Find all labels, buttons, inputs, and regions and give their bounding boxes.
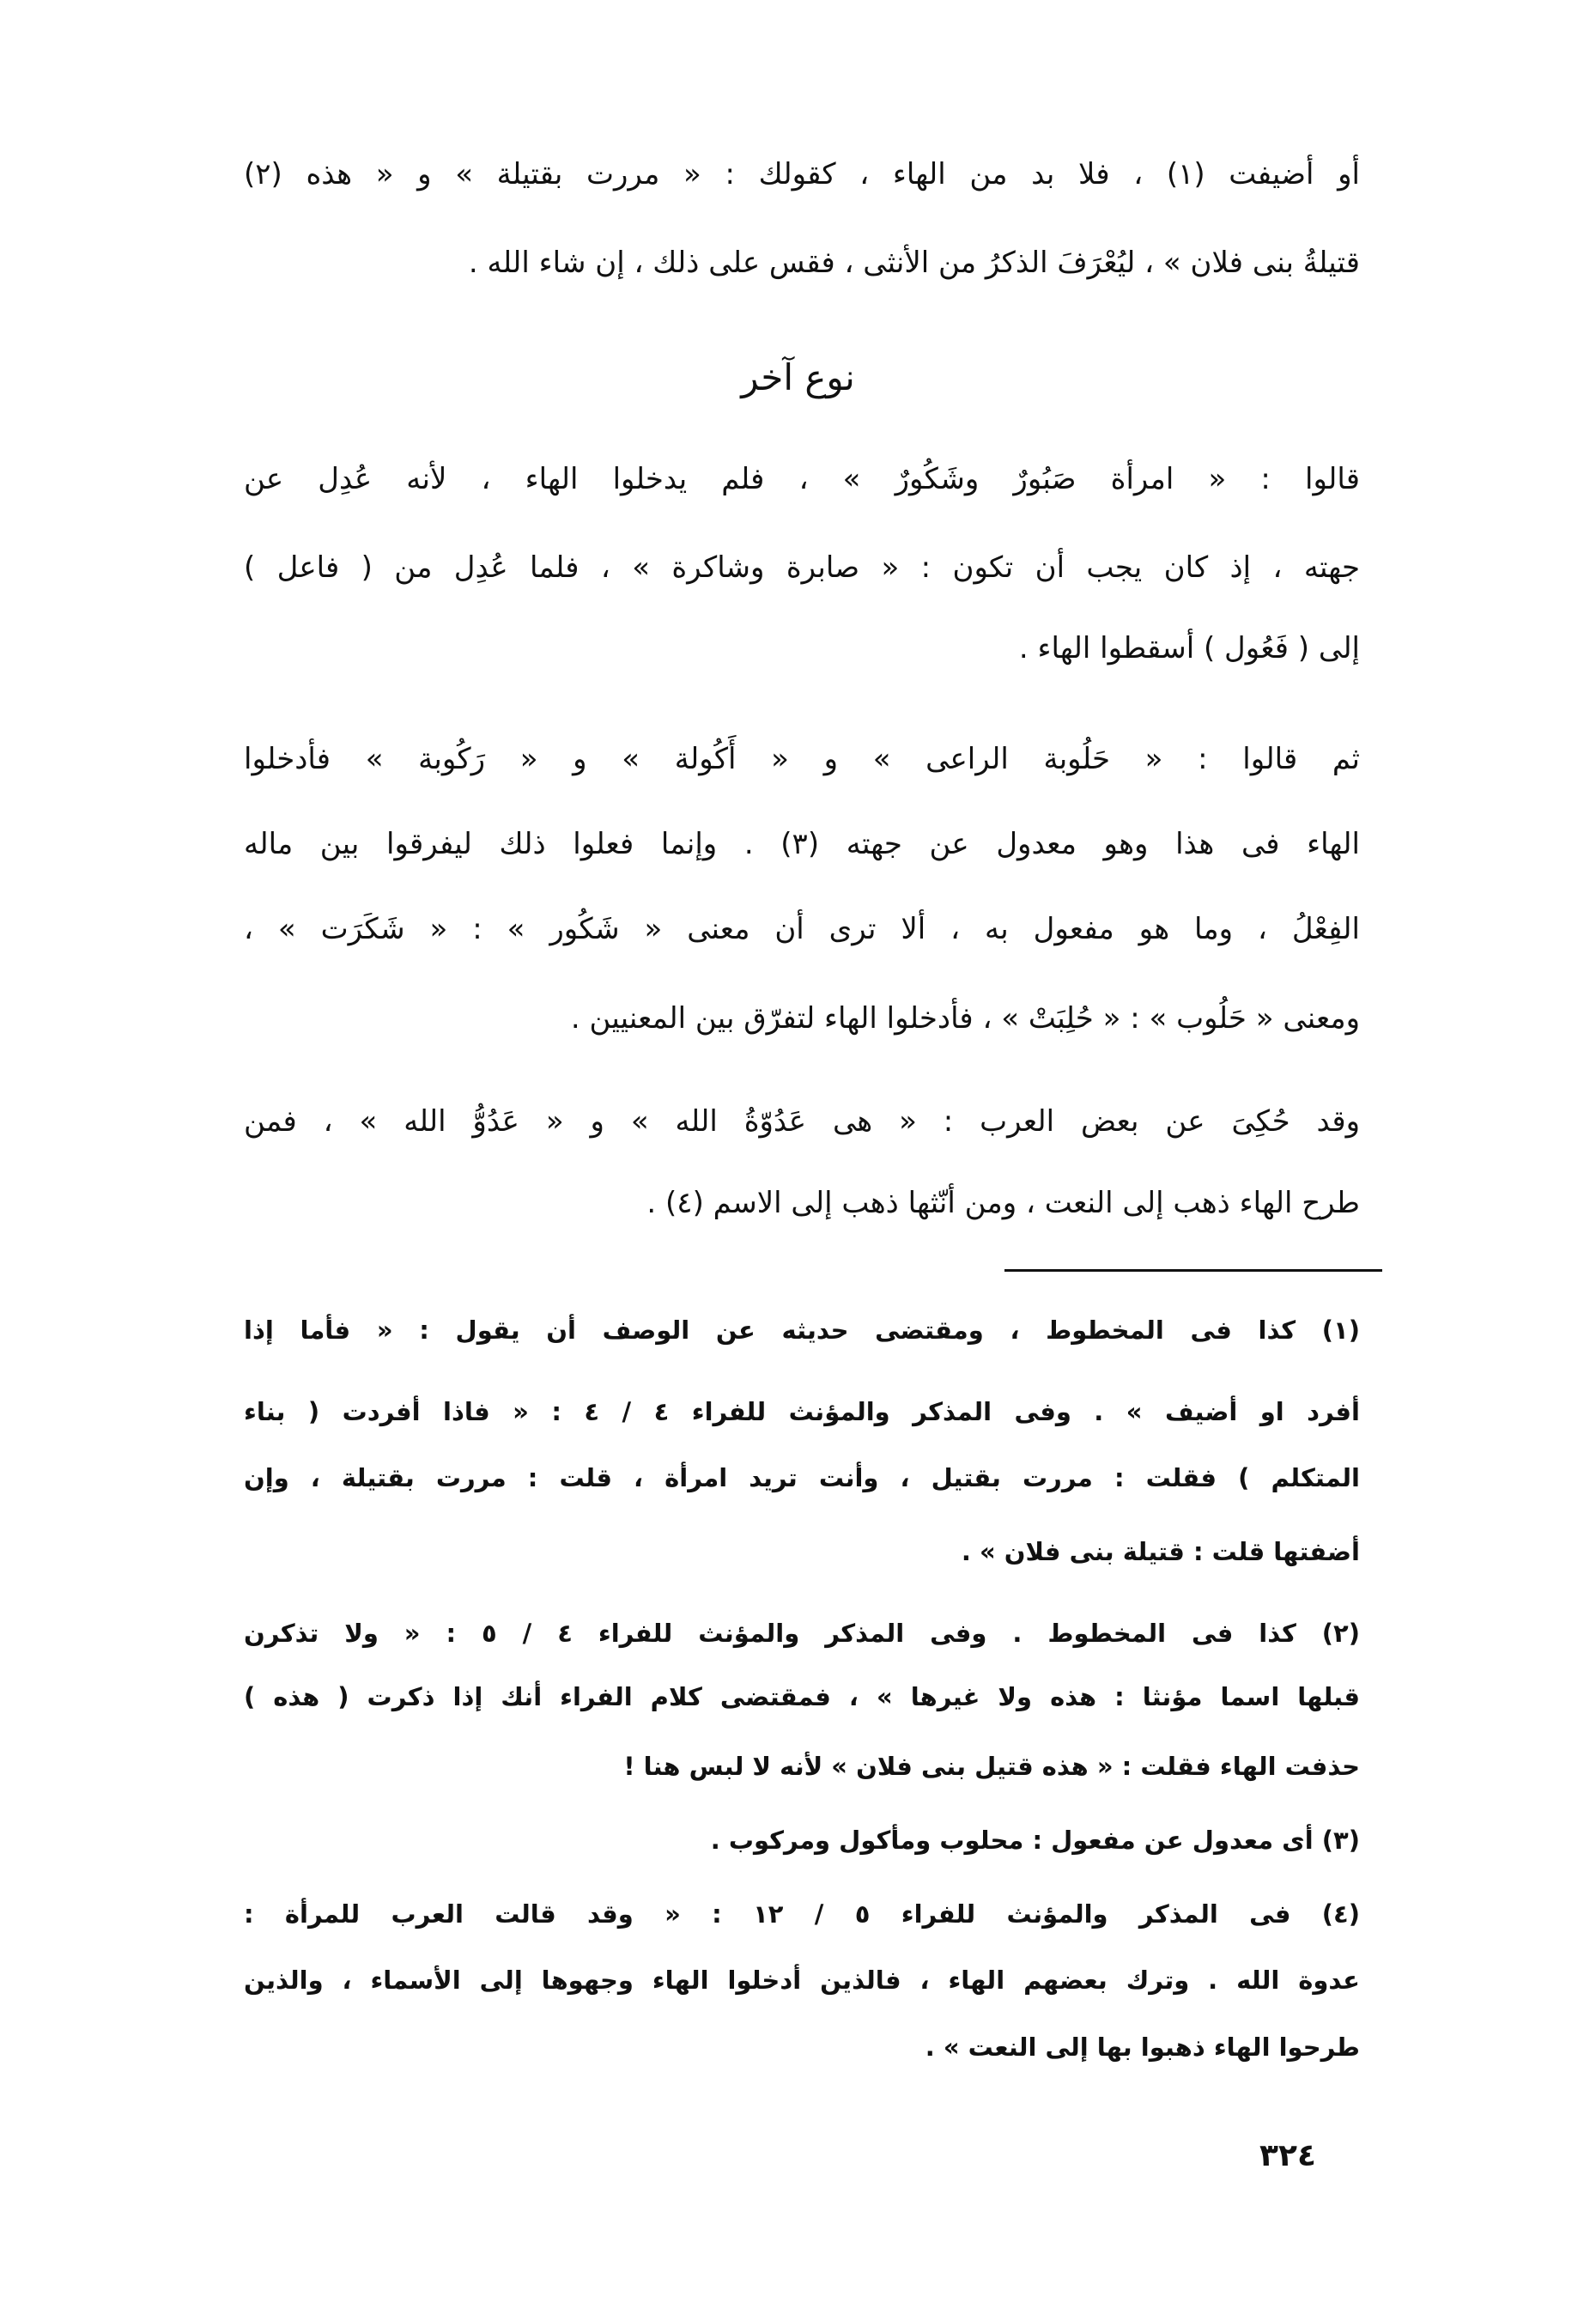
page-number: ٣٢٤ [1259,2138,1316,2173]
text-line: طرح الهاء ذهب إلى النعت ، ومن أنّثها ذهب إلى الاسم (٤) . [646,1186,1360,1220]
footnote-line: (٢) كذا فى المخطوط . وفى المذكر والمؤنث للفراء ٤ / ٥ : « ولا تذكرن [244,1619,1361,1648]
text-line: الهاء فى هذا وهو معدول عن جهته (٣) . وإنما فعلوا ذلك ليفرقوا بين ماله [244,827,1360,861]
text-line: ومعنى « حَلُوب » : « حُلِبَتْ » ، فأدخلوا الهاء لتفرّق بين المعنيين . [570,1001,1360,1036]
footnote-line: قبلها اسما مؤنثا : هذه ولا غيرها » ، فمقتضى كلام الفراء أنك إذا ذكرت ( هذه ) [244,1682,1360,1711]
footnote-line: (٤) فى المذكر والمؤنث للفراء ٥ / ١٢ : « وقد قالت العرب للمرأة : [244,1899,1361,1929]
text-line: قتيلةُ بنى فلان » ، ليُعْرَفَ الذكرُ من الأنثى ، فقس على ذلك ، إن شاء الله . [468,246,1360,280]
text-line: الفِعْلُ ، وما هو مفعول به ، ألا ترى أن معنى « شَكُور » : « شَكَرَت » ، [244,912,1360,946]
footnote-line: (٣) أى معدول عن مفعول : محلوب ومأكول ومركوب . [710,1826,1360,1855]
text-line: وقد حُكِىَ عن بعض العرب : « هى عَدُوّةُ الله » و « عَدُوُّ الله » ، فمن [244,1104,1360,1139]
footnote-line: طرحوا الهاء ذهبوا بها إلى النعت » . [925,2033,1360,2062]
section-heading: نوع آخر [741,356,855,398]
footnote-line: (١) كذا فى المخطوط ، ومقتضى حديثه عن الوصف أن يقول : « فأما إذا [244,1316,1360,1345]
footnote-line: أضفتها قلت : قتيلة بنى فلان » . [961,1537,1360,1566]
footnote-line: عدوة الله . وترك بعضهم الهاء ، فالذين أدخلوا الهاء وجهوها إلى الأسماء ، والذين [244,1966,1360,1995]
text-line: ثم قالوا : « حَلُوبة الراعى » و « أَكُولة » و « رَكُوبة » فأدخلوا [244,742,1360,776]
footnote-divider [1004,1269,1382,1272]
text-line: إلى ( فَعُول ) أسقطوا الهاء . [1018,631,1360,665]
footnote-line: حذفت الهاء فقلت : « هذه قتيل بنى فلان » لأنه لا لبس هنا ! [623,1752,1360,1781]
text-line: أو أضيفت (١) ، فلا بد من الهاء ، كقولك : « مررت بقتيلة » و « هذه (٢) [244,157,1360,191]
text-line: قالوا : « امرأة صَبُورٌ وشَكُورٌ » ، فلم يدخلوا الهاء ، لأنه عُدِل عن [244,462,1360,496]
footnote-line: أفرد او أضيف » . وفى المذكر والمؤنث للفراء ٤ / ٤ : « فاذا أفردت ( بناء [244,1397,1360,1426]
text-line: جهته ، إذ كان يجب أن تكون : « صابرة وشاكرة » ، فلما عُدِل من ( فاعل ) [244,550,1360,585]
footnote-line: المتكلم ) فقلت : مررت بقتيل ، وأنت تريد امرأة ، قلت : مررت بقتيلة ، وإن [244,1463,1360,1492]
